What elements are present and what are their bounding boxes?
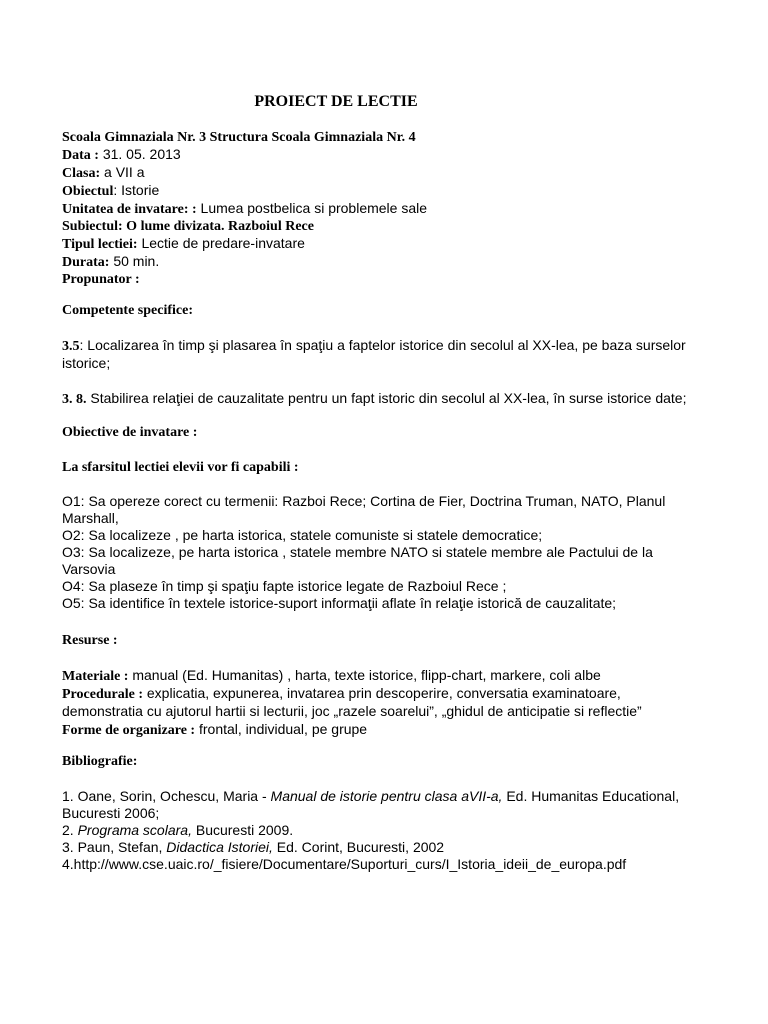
objectives-heading: Obiective de invatare :	[62, 425, 198, 440]
proposer-line: Propunator :	[62, 272, 140, 287]
class-line: Clasa: a VII a	[62, 164, 145, 181]
document-title: PROIECT DE LECTIE	[254, 93, 418, 110]
bibliography-heading: Bibliografie:	[62, 754, 138, 769]
bibliography-item-1: 1. Oane, Sorin, Ochescu, Maria - Manual de istorie pentru clasa aVII-a, Ed. Humanitas Educational, Bucuresti 2006;	[62, 788, 680, 821]
lesson-type-line: Tipul lectiei: Lectie de predare-invatare	[62, 235, 305, 252]
competences-heading: Competente specifice:	[62, 303, 194, 318]
objective-o3: O3: Sa localizeze, pe harta istorica , statele membre NATO si statele membre ale Pactului de la Varsovia	[62, 544, 653, 577]
bibliography-list	[62, 788, 702, 873]
objective-o2: O2: Sa localizeze , pe harta istorica, statele comuniste si statele democratice;	[62, 527, 543, 543]
competence-3-8: 3. 8. Stabilirea relaţiei de cauzalitate pentru un fapt istoric din secolul al XX-lea, în surse istorice date;	[62, 390, 687, 407]
subject-line: Obiectul: Istorie	[62, 182, 160, 199]
objective-o1: O1: Sa opereze corect cu termenii: Razboi Rece; Cortina de Fier, Doctrina Truman, NATO, Planul Marshall,	[62, 493, 666, 526]
objectives-subheading: La sfarsitul lectiei elevii vor fi capabili :	[62, 460, 299, 475]
bibliography-item-3: 3. Paun, Stefan, Didactica Istoriei, Ed. Corint, Bucuresti, 2002	[62, 839, 445, 855]
topic-line: Subiectul: O lume divizata. Razboiul Rece	[62, 219, 314, 234]
school-line: Scoala Gimnaziala Nr. 3 Structura Scoala Gimnaziala Nr. 4	[62, 130, 416, 145]
date-line: Data : 31. 05. 2013	[62, 146, 181, 163]
unit-line: Unitatea de invatare: : Lumea postbelica si problemele sale	[62, 200, 428, 217]
lesson-header	[62, 129, 702, 288]
duration-line: Durata: 50 min.	[62, 253, 160, 270]
bibliography-item-4: 4.http://www.cse.uaic.ro/_fisiere/Documentare/Suporturi_curs/I_Istoria_ideii_de_europa.pdf	[62, 856, 627, 872]
objective-o5: O5: Sa identifice în textele istorice-suport informaţii aflate în relaţie istorică de cauzalitate;	[62, 595, 617, 611]
materials-line: Materiale : manual (Ed. Humanitas) , harta, texte istorice, flipp-chart, markere, coli albe	[62, 667, 601, 684]
objectives-list	[62, 493, 702, 612]
resources-heading: Resurse :	[62, 633, 118, 648]
competence-3-5: 3.5: Localizarea în timp şi plasarea în spaţiu a faptelor istorice din secolul al XX-lea, pe baza surselor istorice;	[62, 337, 686, 371]
objective-o4: O4: Sa plaseze în timp şi spaţiu fapte istorice legate de Razboiul Rece ;	[62, 578, 507, 594]
bibliography-item-2: 2. Programa scolara, Bucuresti 2009.	[62, 822, 294, 838]
procedural-line: Procedurale : explicatia, expunerea, invatarea prin descoperire, conversatia examinatoare, demonstratia cu ajutorul hartii si lecturii, joc „razele soarelui”, „ghidul de anticipatie si reflectie”	[62, 685, 642, 719]
organization-forms-line: Forme de organizare : frontal, individual, pe grupe	[62, 721, 368, 738]
resources-list	[62, 667, 702, 739]
